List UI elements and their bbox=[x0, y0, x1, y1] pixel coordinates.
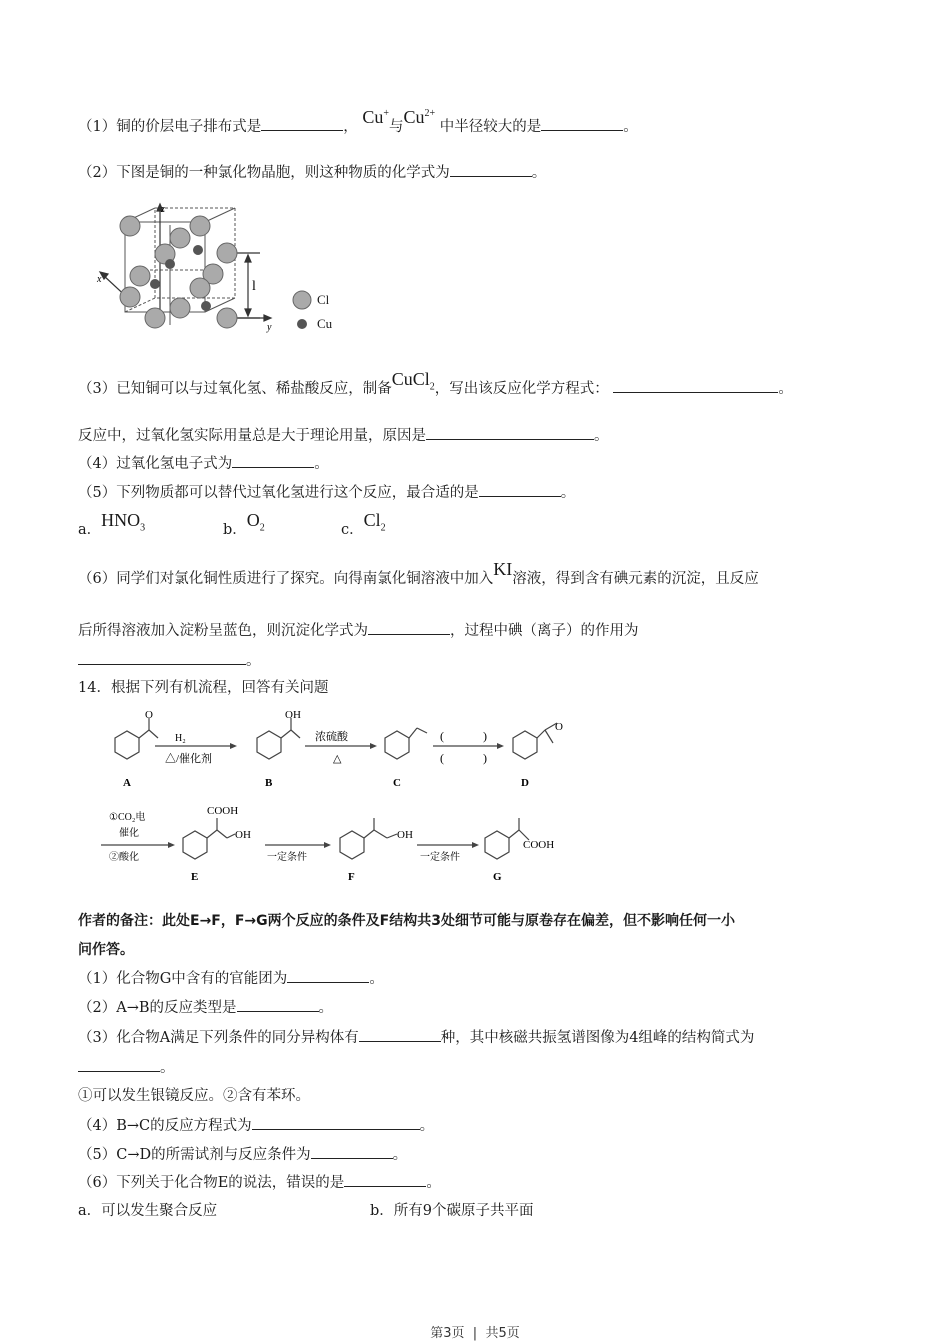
author-note-line2: 问作答。 bbox=[78, 942, 134, 958]
svg-text:E: E bbox=[191, 871, 199, 883]
svg-text:COOH: COOH bbox=[207, 805, 239, 817]
question-13-6: （6）同学们对氯化铜性质进行了探究。向得南氯化铜溶液中加入KI溶液，得到含有碘元素的沉淀，且反应 bbox=[78, 559, 759, 587]
question-14-6-options bbox=[78, 1201, 534, 1221]
svg-text:C: C bbox=[393, 777, 401, 789]
svg-text:G: G bbox=[493, 871, 502, 883]
svg-text:浓硫酸: 浓硫酸 bbox=[315, 731, 348, 743]
q13-1-text: （1）铜的价层电子排布式是 bbox=[78, 119, 262, 135]
conjunction: 与 bbox=[389, 119, 404, 135]
option-c[interactable]: c．$Cl_2$ bbox=[341, 510, 386, 538]
svg-text:一定条件: 一定条件 bbox=[267, 852, 307, 863]
q13-4-text: （4）过氧化氢电子式为 bbox=[78, 456, 233, 472]
answer-blank[interactable] bbox=[237, 997, 319, 1012]
svg-text:△: △ bbox=[333, 753, 342, 765]
question-14-3-line2: 。 bbox=[78, 1057, 175, 1078]
svg-text:一定条件: 一定条件 bbox=[420, 852, 460, 863]
cu-plus-ion: Cu+ bbox=[362, 107, 389, 127]
answer-blank[interactable] bbox=[368, 620, 450, 635]
question-13-3: （3）已知铜可以与过氧化氢、稀盐酸反应，制备CuCl$_2$，写出该反应化学方程式： 。 bbox=[78, 369, 793, 397]
ki-formula: KI bbox=[493, 559, 513, 579]
separator: ， bbox=[343, 119, 358, 135]
reaction-scheme-row2 bbox=[95, 798, 585, 886]
question-14-3-conditions: ①可以发生银镜反应。②含有苯环。 bbox=[78, 1088, 310, 1104]
question-13-6-line2: 后所得溶液加入淀粉呈蓝色，则沉淀化学式为 ，过程中碘（离子）的作用为 bbox=[78, 620, 639, 641]
answer-blank[interactable] bbox=[541, 116, 623, 131]
b-hydroxyl: OH bbox=[285, 709, 301, 721]
cu-2plus-ion: $Cu^{2+}$ bbox=[403, 107, 436, 127]
question-13-5-options bbox=[78, 510, 386, 547]
svg-text:): ) bbox=[483, 751, 487, 765]
svg-text:F: F bbox=[348, 871, 355, 883]
crystal-lattice-diagram bbox=[95, 200, 355, 340]
svg-text:OH: OH bbox=[235, 829, 251, 841]
answer-blank[interactable] bbox=[78, 650, 246, 665]
answer-blank[interactable] bbox=[450, 162, 532, 177]
option-b[interactable]: b．所有9个碳原子共平面 bbox=[370, 1203, 534, 1219]
question-13-2: （2）下图是铜的一种氯化物晶胞，则这种物质的化学式为 。 bbox=[78, 162, 546, 183]
question-14-5: （5）C→D的所需试剂与反应条件为 。 bbox=[78, 1144, 407, 1165]
question-13-4: （4）过氧化氢电子式为 。 bbox=[78, 453, 329, 474]
a-carbonyl-o: O bbox=[145, 709, 153, 721]
svg-text:B: B bbox=[265, 777, 273, 789]
d-epoxide-o: O bbox=[555, 721, 563, 733]
synthesis-scheme-a-to-d bbox=[95, 708, 575, 796]
legend-cu: Cu bbox=[317, 316, 333, 331]
crystal-cell-figure bbox=[95, 200, 355, 340]
cucl2-formula: CuCl$_2$ bbox=[391, 369, 435, 393]
dimension-label: l bbox=[252, 279, 256, 294]
question-14-3: （3）化合物A满足下列条件的同分异构体有 种，其中核磁共振氢谱图像为4组峰的结构简式为 bbox=[78, 1027, 754, 1048]
current-page: 第3页 bbox=[430, 1326, 465, 1341]
question-13-6-line3: 。 bbox=[78, 650, 261, 671]
svg-text:A: A bbox=[123, 777, 131, 789]
answer-blank[interactable] bbox=[311, 1144, 393, 1159]
total-pages: 共5页 bbox=[485, 1326, 520, 1341]
answer-blank[interactable] bbox=[232, 453, 314, 468]
q13-2-text: （2）下图是铜的一种氯化物晶胞，则这种物质的化学式为 bbox=[78, 165, 450, 181]
svg-text:): ) bbox=[483, 729, 487, 743]
question-14-1: （1）化合物G中含有的官能团为 。 bbox=[78, 968, 384, 989]
answer-blank[interactable] bbox=[252, 1115, 420, 1130]
svg-text:z: z bbox=[161, 204, 165, 215]
question-14-4: （4）B→C的反应方程式为 。 bbox=[78, 1115, 434, 1136]
answer-blank[interactable] bbox=[479, 482, 561, 497]
svg-text:x: x bbox=[97, 274, 102, 285]
answer-blank[interactable] bbox=[426, 425, 594, 440]
question-13-5: （5）下列物质都可以替代过氧化氢进行这个反应，最合适的是 。 bbox=[78, 482, 575, 503]
q13-3-line2-text: 反应中，过氧化氢实际用量总是大于理论用量，原因是 bbox=[78, 428, 426, 444]
option-a[interactable]: a．可以发生聚合反应 bbox=[78, 1203, 218, 1219]
answer-blank[interactable] bbox=[78, 1057, 160, 1072]
q13-3-text: （3）已知铜可以与过氧化氢、稀盐酸反应，制备 bbox=[78, 381, 392, 397]
svg-text:H₂: H₂ bbox=[175, 733, 186, 744]
q13-1-suffix: 中半径较大的是 bbox=[439, 119, 542, 135]
svg-text:D: D bbox=[521, 777, 529, 789]
q13-6-text: （6）同学们对氯化铜性质进行了探究。向得南氯化铜溶液中加入 bbox=[78, 571, 494, 587]
svg-text:(: ( bbox=[440, 751, 444, 765]
reaction-scheme-row1 bbox=[95, 708, 575, 796]
svg-text:催化: 催化 bbox=[119, 828, 139, 839]
question-13-3-line2: 反应中，过氧化氢实际用量总是大于理论用量，原因是 。 bbox=[78, 425, 609, 446]
option-a[interactable]: a．$HNO_3$ bbox=[78, 510, 146, 538]
svg-text:OH: OH bbox=[397, 829, 413, 841]
answer-blank[interactable] bbox=[261, 116, 343, 131]
footer-separator: | bbox=[472, 1326, 478, 1341]
svg-text:①CO₂电: ①CO₂电 bbox=[109, 812, 146, 823]
svg-text:y: y bbox=[267, 322, 272, 333]
answer-blank[interactable] bbox=[287, 968, 369, 983]
author-note-line1: 作者的备注：此处E→F，F→G两个反应的条件及F结构共3处细节可能与原卷存在偏差，但不影响任何一小 bbox=[78, 913, 735, 929]
svg-text:(: ( bbox=[440, 729, 444, 743]
svg-text:COOH: COOH bbox=[523, 839, 555, 851]
svg-text:②酸化: ②酸化 bbox=[109, 852, 139, 863]
page-footer bbox=[0, 1322, 950, 1341]
option-b[interactable]: b．$O_2$ bbox=[223, 510, 265, 538]
answer-blank[interactable] bbox=[344, 1172, 426, 1187]
question-13-1: （1）铜的价层电子排布式是 ， Cu+与$Cu^{2+}$ 中半径较大的是 。 bbox=[78, 107, 638, 135]
question-14-6: （6）下列关于化合物E的说法，错误的是 。 bbox=[78, 1172, 441, 1193]
answer-blank[interactable] bbox=[613, 378, 778, 393]
svg-text:△/催化剂: △/催化剂 bbox=[165, 753, 213, 765]
question-14-2: （2）A→B的反应类型是 。 bbox=[78, 997, 333, 1018]
question-14-title: 14．根据下列有机流程，回答有关问题 bbox=[78, 680, 329, 696]
q13-5-text: （5）下列物质都可以替代过氧化氢进行这个反应，最合适的是 bbox=[78, 485, 479, 501]
answer-blank[interactable] bbox=[359, 1027, 441, 1042]
legend-cl: Cl bbox=[317, 292, 330, 307]
synthesis-scheme-e-to-g bbox=[95, 798, 585, 886]
